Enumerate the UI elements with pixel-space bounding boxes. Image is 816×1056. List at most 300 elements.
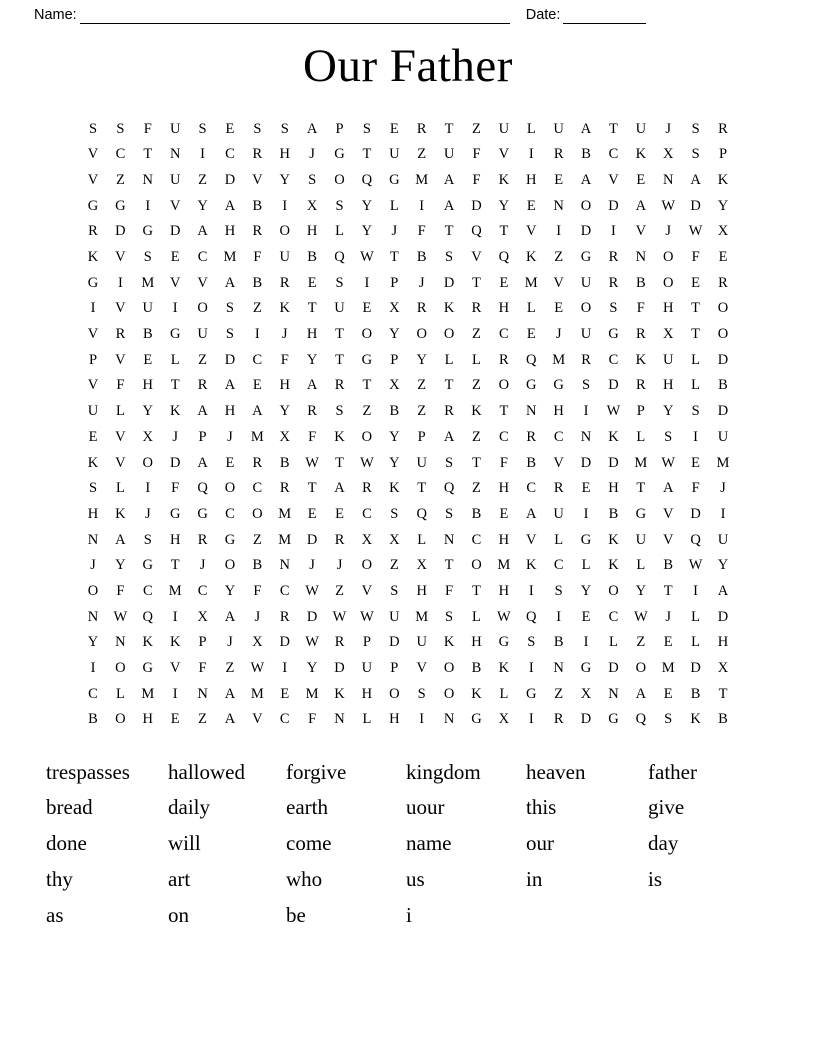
grid-cell[interactable]: P [335, 120, 344, 137]
grid-cell[interactable]: K [334, 685, 345, 702]
word-list-item[interactable]: father [648, 759, 697, 784]
word-list-item[interactable]: heaven [526, 759, 586, 784]
grid-cell[interactable]: D [608, 377, 619, 394]
grid-cell[interactable]: T [444, 223, 454, 240]
grid-cell[interactable]: O [115, 660, 126, 677]
grid-cell[interactable]: F [445, 582, 454, 599]
word-list-item[interactable]: name [406, 831, 452, 856]
word-list-item[interactable]: as [46, 902, 64, 927]
grid-cell[interactable]: V [115, 428, 126, 445]
grid-cell[interactable]: T [499, 223, 509, 240]
grid-cell[interactable]: Y [306, 351, 318, 368]
grid-cell[interactable]: A [334, 480, 345, 497]
grid-cell[interactable]: R [526, 428, 537, 445]
grid-cell[interactable]: D [717, 351, 729, 368]
grid-cell[interactable]: V [169, 197, 181, 214]
grid-cell[interactable]: E [526, 197, 536, 214]
grid-cell[interactable]: K [443, 300, 455, 317]
grid-cell[interactable]: F [253, 249, 262, 266]
grid-cell[interactable]: Z [554, 249, 564, 266]
grid-cell[interactable]: H [717, 634, 729, 651]
grid-cell[interactable]: O [416, 326, 427, 343]
grid-cell[interactable]: S [88, 120, 98, 137]
word-list-item[interactable]: who [286, 866, 323, 891]
grid-cell[interactable]: B [252, 557, 263, 574]
grid-cell[interactable]: R [279, 274, 290, 291]
grid-cell[interactable]: R [88, 223, 98, 240]
grid-cell[interactable]: H [142, 377, 154, 394]
grid-cell[interactable]: I [583, 505, 589, 522]
grid-cell[interactable]: J [665, 223, 672, 240]
grid-cell[interactable]: L [362, 711, 372, 728]
grid-cell[interactable]: T [170, 557, 180, 574]
grid-cell[interactable]: I [172, 300, 178, 317]
grid-cell[interactable]: D [608, 197, 619, 214]
grid-cell[interactable]: Y [279, 171, 290, 188]
grid-cell[interactable]: R [334, 531, 345, 548]
grid-cell[interactable]: N [87, 531, 99, 548]
grid-cell[interactable]: Z [472, 326, 481, 343]
grid-cell[interactable]: Z [554, 685, 564, 702]
grid-cell[interactable]: Q [361, 171, 373, 188]
grid-cell[interactable]: I [90, 660, 96, 677]
grid-cell[interactable]: L [554, 531, 564, 548]
grid-cell[interactable]: E [170, 249, 180, 266]
grid-cell[interactable]: F [143, 120, 152, 137]
grid-cell[interactable]: T [389, 249, 399, 266]
grid-cell[interactable]: V [87, 146, 99, 163]
grid-cell[interactable]: H [662, 377, 674, 394]
word-list-item[interactable]: forgive [286, 759, 347, 784]
grid-cell[interactable]: A [224, 274, 236, 291]
grid-cell[interactable]: E [307, 505, 317, 522]
grid-cell[interactable]: S [198, 120, 207, 137]
grid-cell[interactable]: Q [416, 505, 427, 522]
grid-cell[interactable]: K [608, 557, 619, 574]
grid-cell[interactable]: A [224, 608, 236, 625]
grid-cell[interactable]: F [116, 582, 125, 599]
grid-cell[interactable]: E [362, 300, 372, 317]
grid-cell[interactable]: L [499, 685, 509, 702]
grid-cell[interactable]: I [145, 480, 151, 497]
grid-cell[interactable]: L [581, 557, 591, 574]
grid-cell[interactable]: Y [717, 557, 729, 574]
word-list-item[interactable]: daily [168, 795, 210, 820]
grid-cell[interactable]: R [635, 377, 646, 394]
grid-cell[interactable]: U [389, 608, 400, 625]
grid-cell[interactable]: I [528, 146, 534, 163]
grid-cell[interactable]: B [389, 403, 400, 420]
word-list-item[interactable]: this [526, 795, 557, 820]
grid-cell[interactable]: M [141, 274, 155, 291]
grid-cell[interactable]: Y [306, 660, 318, 677]
grid-cell[interactable]: F [499, 454, 508, 471]
grid-cell[interactable]: I [282, 197, 288, 214]
grid-cell[interactable]: C [197, 249, 208, 266]
grid-cell[interactable]: V [115, 249, 126, 266]
grid-cell[interactable]: U [389, 146, 400, 163]
grid-cell[interactable]: L [115, 480, 125, 497]
grid-cell[interactable]: W [305, 582, 319, 599]
grid-cell[interactable]: E [225, 120, 235, 137]
grid-cell[interactable]: E [554, 300, 564, 317]
grid-cell[interactable]: V [635, 223, 647, 240]
grid-cell[interactable]: L [472, 351, 481, 368]
grid-cell[interactable]: B [142, 326, 153, 343]
grid-cell[interactable]: I [611, 223, 616, 240]
grid-cell[interactable]: A [224, 711, 236, 728]
grid-cell[interactable]: R [416, 300, 427, 317]
grid-cell[interactable]: B [252, 274, 263, 291]
word-list-item[interactable]: will [168, 831, 201, 856]
grid-cell[interactable]: R [553, 146, 564, 163]
grid-cell[interactable]: J [199, 557, 206, 574]
word-list-item[interactable]: us [406, 866, 425, 891]
grid-cell[interactable]: C [471, 531, 482, 548]
grid-cell[interactable]: J [309, 146, 315, 163]
grid-cell[interactable]: D [717, 608, 729, 625]
grid-cell[interactable]: S [308, 171, 317, 188]
grid-cell[interactable]: G [498, 634, 510, 651]
grid-cell[interactable]: K [471, 403, 482, 420]
grid-cell[interactable]: U [416, 634, 427, 651]
grid-cell[interactable]: I [419, 197, 425, 214]
grid-cell[interactable]: T [444, 557, 454, 574]
grid-cell[interactable]: A [306, 120, 318, 137]
grid-cell[interactable]: P [198, 634, 207, 651]
grid-cell[interactable]: N [635, 249, 647, 266]
grid-cell[interactable]: Z [335, 582, 344, 599]
grid-cell[interactable]: S [609, 300, 618, 317]
grid-cell[interactable]: E [307, 274, 317, 291]
grid-cell[interactable]: O [580, 197, 592, 214]
grid-cell[interactable]: L [115, 403, 125, 420]
grid-cell[interactable]: J [281, 326, 288, 343]
grid-cell[interactable]: Y [142, 403, 154, 420]
grid-cell[interactable]: E [389, 120, 399, 137]
grid-cell[interactable]: I [528, 711, 534, 728]
word-list-item[interactable]: be [286, 902, 306, 927]
grid-cell[interactable]: T [335, 326, 344, 343]
grid-cell[interactable]: K [389, 480, 400, 497]
grid-cell[interactable]: A [224, 197, 236, 214]
grid-cell[interactable]: R [553, 480, 564, 497]
grid-cell[interactable]: F [472, 171, 481, 188]
grid-cell[interactable]: C [279, 582, 290, 599]
grid-cell[interactable]: D [717, 403, 729, 420]
grid-cell[interactable]: U [553, 505, 564, 522]
grid-cell[interactable]: B [581, 146, 591, 163]
grid-cell[interactable]: D [690, 197, 701, 214]
grid-cell[interactable]: Z [198, 171, 207, 188]
grid-cell[interactable]: O [443, 685, 455, 702]
grid-cell[interactable]: G [87, 197, 99, 214]
grid-cell[interactable]: R [115, 326, 126, 343]
grid-cell[interactable]: G [197, 505, 208, 522]
grid-cell[interactable]: W [661, 197, 676, 214]
grid-cell[interactable]: K [87, 249, 99, 266]
grid-cell[interactable]: U [169, 171, 181, 188]
grid-cell[interactable]: W [305, 454, 319, 471]
grid-cell[interactable]: O [471, 557, 482, 574]
grid-cell[interactable]: Z [636, 634, 646, 651]
grid-cell[interactable]: T [444, 377, 454, 394]
grid-cell[interactable]: W [633, 608, 648, 625]
grid-cell[interactable]: C [225, 505, 235, 522]
grid-cell[interactable]: H [662, 300, 674, 317]
grid-cell[interactable]: Y [224, 582, 236, 599]
grid-cell[interactable]: K [142, 634, 154, 651]
grid-cell[interactable]: T [663, 582, 673, 599]
grid-cell[interactable]: T [444, 120, 454, 137]
grid-cell[interactable]: D [224, 171, 236, 188]
grid-cell[interactable]: V [416, 660, 427, 677]
grid-cell[interactable]: N [279, 557, 290, 574]
grid-cell[interactable]: D [690, 660, 701, 677]
grid-cell[interactable]: W [113, 608, 128, 625]
grid-cell[interactable]: K [498, 660, 510, 677]
grid-cell[interactable]: D [580, 454, 592, 471]
grid-cell[interactable]: R [252, 146, 263, 163]
grid-cell[interactable]: E [663, 634, 673, 651]
grid-cell[interactable]: G [608, 711, 619, 728]
grid-cell[interactable]: A [197, 454, 208, 471]
grid-cell[interactable]: L [636, 428, 646, 445]
grid-cell[interactable]: Y [361, 223, 373, 240]
grid-cell[interactable]: C [362, 505, 372, 522]
date-write-line[interactable] [563, 11, 646, 24]
grid-cell[interactable]: A [635, 197, 647, 214]
grid-cell[interactable]: J [555, 326, 562, 343]
grid-cell[interactable]: G [526, 685, 537, 702]
grid-cell[interactable]: M [524, 274, 538, 291]
word-list-item[interactable]: art [168, 866, 191, 891]
grid-cell[interactable]: R [608, 274, 619, 291]
grid-cell[interactable]: V [608, 171, 619, 188]
grid-cell[interactable]: S [143, 531, 152, 548]
grid-cell[interactable]: N [142, 171, 154, 188]
grid-cell[interactable]: X [662, 326, 674, 343]
grid-cell[interactable]: L [170, 351, 180, 368]
grid-cell[interactable]: V [471, 249, 482, 266]
grid-cell[interactable]: G [142, 660, 154, 677]
grid-cell[interactable]: U [717, 531, 729, 548]
grid-cell[interactable]: C [252, 480, 263, 497]
grid-cell[interactable]: W [661, 454, 676, 471]
grid-cell[interactable]: O [443, 326, 455, 343]
grid-cell[interactable]: A [443, 428, 455, 445]
grid-cell[interactable]: H [608, 480, 619, 497]
grid-cell[interactable]: U [635, 531, 647, 548]
grid-cell[interactable]: O [389, 685, 400, 702]
grid-cell[interactable]: I [254, 326, 260, 343]
grid-cell[interactable]: S [225, 300, 234, 317]
grid-cell[interactable]: H [169, 531, 181, 548]
grid-cell[interactable]: C [553, 428, 564, 445]
grid-cell[interactable]: G [142, 223, 154, 240]
grid-cell[interactable]: I [282, 660, 288, 677]
grid-cell[interactable]: X [662, 146, 674, 163]
grid-cell[interactable]: L [691, 634, 701, 651]
grid-cell[interactable]: E [88, 428, 98, 445]
grid-cell[interactable]: F [636, 300, 645, 317]
grid-cell[interactable]: V [169, 274, 181, 291]
grid-cell[interactable]: G [115, 197, 126, 214]
grid-cell[interactable]: L [691, 377, 701, 394]
grid-cell[interactable]: U [635, 120, 647, 137]
grid-cell[interactable]: J [254, 608, 261, 625]
grid-cell[interactable]: X [717, 660, 729, 677]
grid-cell[interactable]: H [87, 505, 99, 522]
grid-cell[interactable]: R [279, 480, 290, 497]
grid-cell[interactable]: I [528, 582, 534, 599]
name-write-line[interactable] [80, 11, 510, 24]
grid-cell[interactable]: E [526, 326, 536, 343]
grid-cell[interactable]: Y [279, 403, 290, 420]
grid-cell[interactable]: T [609, 120, 618, 137]
grid-cell[interactable]: K [608, 531, 619, 548]
grid-cell[interactable]: U [87, 403, 99, 420]
grid-cell[interactable]: N [115, 634, 126, 651]
grid-cell[interactable]: M [223, 249, 237, 266]
grid-cell[interactable]: I [172, 685, 178, 702]
grid-cell[interactable]: I [117, 274, 123, 291]
grid-cell[interactable]: O [224, 557, 236, 574]
grid-cell[interactable]: D [306, 608, 318, 625]
grid-cell[interactable]: V [252, 171, 263, 188]
grid-cell[interactable]: G [169, 505, 181, 522]
grid-cell[interactable]: R [471, 300, 482, 317]
grid-cell[interactable]: E [554, 171, 564, 188]
grid-cell[interactable]: R [553, 711, 564, 728]
grid-cell[interactable]: M [634, 454, 648, 471]
grid-cell[interactable]: L [526, 300, 536, 317]
grid-cell[interactable]: S [664, 428, 673, 445]
grid-cell[interactable]: K [471, 685, 482, 702]
grid-cell[interactable]: K [498, 171, 510, 188]
word-list-item[interactable]: bread [46, 795, 93, 820]
grid-cell[interactable]: F [171, 480, 180, 497]
word-list-item[interactable]: trespasses [46, 759, 130, 784]
grid-cell[interactable]: A [252, 403, 263, 420]
grid-cell[interactable]: R [444, 403, 454, 420]
grid-cell[interactable]: F [417, 223, 426, 240]
grid-cell[interactable]: G [526, 377, 537, 394]
grid-cell[interactable]: Q [197, 480, 208, 497]
grid-cell[interactable]: K [526, 557, 537, 574]
grid-cell[interactable]: X [389, 531, 400, 548]
grid-cell[interactable]: I [556, 608, 562, 625]
grid-cell[interactable]: S [691, 146, 700, 163]
grid-cell[interactable]: A [662, 480, 674, 497]
grid-cell[interactable]: A [443, 171, 455, 188]
grid-cell[interactable]: P [88, 351, 98, 368]
grid-cell[interactable]: C [115, 146, 126, 163]
grid-cell[interactable]: F [691, 249, 700, 266]
grid-cell[interactable]: D [306, 531, 318, 548]
grid-cell[interactable]: V [87, 377, 99, 394]
grid-cell[interactable]: R [252, 454, 263, 471]
grid-cell[interactable]: F [308, 711, 317, 728]
grid-cell[interactable]: S [554, 582, 563, 599]
grid-cell[interactable]: L [389, 197, 399, 214]
grid-cell[interactable]: Z [225, 660, 235, 677]
grid-cell[interactable]: C [279, 711, 290, 728]
grid-cell[interactable]: X [498, 711, 510, 728]
grid-cell[interactable]: R [197, 531, 208, 548]
grid-cell[interactable]: U [416, 454, 427, 471]
grid-cell[interactable]: O [662, 274, 674, 291]
grid-cell[interactable]: I [556, 223, 562, 240]
grid-cell[interactable]: I [419, 711, 425, 728]
grid-cell[interactable]: E [335, 505, 344, 522]
grid-cell[interactable]: Y [416, 351, 427, 368]
grid-cell[interactable]: X [389, 300, 400, 317]
grid-cell[interactable]: V [115, 351, 126, 368]
grid-cell[interactable]: L [636, 557, 646, 574]
grid-cell[interactable]: O [717, 326, 729, 343]
grid-cell[interactable]: J [665, 608, 672, 625]
grid-cell[interactable]: T [417, 480, 427, 497]
grid-cell[interactable]: T [335, 351, 344, 368]
grid-cell[interactable]: N [608, 685, 619, 702]
grid-cell[interactable]: L [472, 608, 481, 625]
grid-cell[interactable]: Q [635, 711, 647, 728]
grid-cell[interactable]: Z [198, 711, 207, 728]
grid-cell[interactable]: B [635, 274, 646, 291]
grid-cell[interactable]: O [443, 660, 455, 677]
grid-cell[interactable]: H [498, 531, 510, 548]
grid-cell[interactable]: Q [334, 249, 345, 266]
grid-cell[interactable]: K [635, 351, 647, 368]
grid-cell[interactable]: L [691, 608, 701, 625]
grid-cell[interactable]: Z [115, 171, 125, 188]
grid-cell[interactable]: S [335, 403, 344, 420]
grid-cell[interactable]: I [720, 505, 726, 522]
grid-cell[interactable]: B [553, 634, 564, 651]
word-list-item[interactable]: our [526, 831, 554, 856]
grid-cell[interactable]: A [306, 377, 318, 394]
grid-cell[interactable]: P [390, 351, 399, 368]
grid-cell[interactable]: G [169, 326, 181, 343]
grid-cell[interactable]: F [472, 146, 481, 163]
grid-cell[interactable]: A [224, 685, 236, 702]
grid-cell[interactable]: X [279, 428, 290, 445]
grid-cell[interactable]: L [335, 223, 344, 240]
word-list-item[interactable]: give [648, 795, 685, 820]
grid-cell[interactable]: G [87, 274, 99, 291]
grid-cell[interactable]: J [391, 223, 398, 240]
grid-cell[interactable]: C [88, 685, 98, 702]
grid-cell[interactable]: A [635, 685, 647, 702]
grid-cell[interactable]: W [305, 634, 319, 651]
grid-cell[interactable]: B [526, 454, 537, 471]
grid-cell[interactable]: B [416, 249, 427, 266]
grid-cell[interactable]: G [142, 557, 154, 574]
grid-cell[interactable]: W [360, 249, 374, 266]
grid-cell[interactable]: S [445, 454, 454, 471]
grid-cell[interactable]: R [416, 120, 427, 137]
grid-cell[interactable]: O [252, 505, 263, 522]
grid-cell[interactable]: N [169, 146, 181, 163]
grid-cell[interactable]: H [416, 582, 427, 599]
grid-cell[interactable]: R [362, 480, 372, 497]
grid-cell[interactable]: M [168, 582, 182, 599]
grid-cell[interactable]: D [443, 274, 455, 291]
grid-cell[interactable]: V [169, 660, 181, 677]
grid-cell[interactable]: E [499, 505, 509, 522]
grid-cell[interactable]: P [390, 274, 399, 291]
